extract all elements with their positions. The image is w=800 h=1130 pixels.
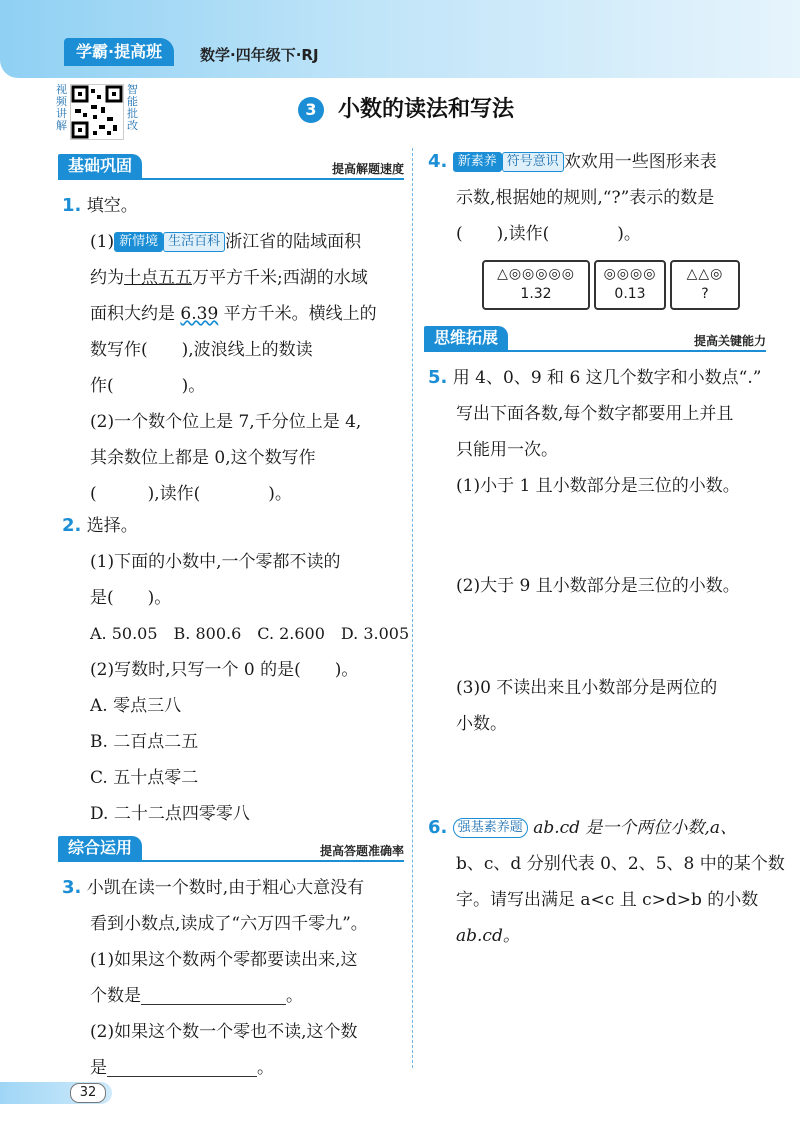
q5-part-3a: (3)0 不读出来且小数部分是两位的 <box>456 678 718 698</box>
q4-line-1: 4. 新素养 符号意识 欢欢用一些图形来表 <box>428 151 717 172</box>
answer-blank[interactable] <box>141 1004 286 1005</box>
q5-part-1: (1)小于 1 且小数部分是三位的小数。 <box>456 476 740 496</box>
question-number: 1. <box>62 195 82 216</box>
subject-label: 数学·四年级下·RJ <box>200 46 319 64</box>
q2-heading <box>62 508 138 544</box>
column-divider <box>412 148 413 1068</box>
q6-line-3: 字。请写出满足 a<c 且 c>d>b 的小数 <box>456 890 759 910</box>
question-number: 6. <box>428 817 448 838</box>
q6-line-4: ab.cd。 <box>456 926 520 946</box>
q2-line-1: (1)下面的小数中,一个零都不读的 <box>90 552 341 572</box>
section-hint: 提高答题准确率 <box>319 844 404 858</box>
tag-strong-basis: 强基素养题 <box>453 818 528 838</box>
shape-icons: △◎◎◎◎◎ <box>497 266 575 282</box>
question-number: 4. <box>428 151 448 172</box>
q2-option-a: A. 零点三八 <box>90 696 182 716</box>
underlined-number: 十点五五 <box>124 268 192 288</box>
q3-line-6: 是 。 <box>90 1058 274 1078</box>
qr-right-label: 智能批改 <box>127 83 138 132</box>
question-text: 填空。 <box>86 196 138 216</box>
q4-line-2: 示数,根据她的规则,“?”表示的数是 <box>456 188 715 208</box>
q1-line-5: 作( )。 <box>90 376 206 396</box>
shape-box-3 <box>670 260 740 310</box>
q3-line-2: 看到小数点,读成了“六万四千零九”。 <box>90 914 368 934</box>
q5-line-2: 写出下面各数,每个数字都要用上并且 <box>456 404 734 424</box>
tag-symbol-sense: 符号意识 <box>502 152 564 172</box>
question-number: 3. <box>62 877 82 898</box>
shape-value: 0.13 <box>614 286 646 302</box>
shape-icons: ◎◎◎◎ <box>603 266 657 282</box>
q3-line-1: 3. 小凯在读一个数时,由于粗心大意没有 <box>62 877 365 898</box>
q2-line-2: 是( )。 <box>90 588 172 608</box>
q1-line-2: 约为十点五五万平方千米;西湖的水域 <box>90 268 368 288</box>
q3-line-3: (1)如果这个数两个零都要读出来,这 <box>90 950 358 970</box>
shape-value: 1.32 <box>520 286 552 302</box>
q2-options-1: A. 50.05 B. 800.6 C. 2.600 D. 3.005 <box>90 624 410 643</box>
q2-option-b: B. 二百点二五 <box>90 732 199 752</box>
q5-line-3: 只能用一次。 <box>456 440 558 460</box>
section-hint: 提高解题速度 <box>331 162 404 176</box>
q1-line-6: (2)一个数个位上是 7,千分位上是 4, <box>90 412 362 432</box>
section-thinking <box>424 326 766 352</box>
wavy-number: 6.39 <box>180 304 219 324</box>
q2-option-c: C. 五十点零二 <box>90 768 199 788</box>
q3-line-5: (2)如果这个数一个零也不读,这个数 <box>90 1022 358 1042</box>
q1-heading <box>62 188 138 224</box>
lesson-title: 小数的读法和写法 <box>338 97 515 122</box>
section-tag: 基础巩固 <box>58 154 142 178</box>
section-comprehensive <box>58 836 404 862</box>
qr-pattern-icon <box>71 85 123 139</box>
tag-new-context: 新情境 <box>114 232 163 252</box>
tag-new-literacy: 新素养 <box>453 152 502 172</box>
lesson-number-badge: 3 <box>298 97 324 123</box>
shape-box-2 <box>594 260 666 310</box>
shape-icons: △△◎ <box>686 266 724 282</box>
q2-option-d: D. 二十二点四零零八 <box>90 804 250 824</box>
q6-line-1: 6. 强基素养题 ab.cd 是一个两位小数,a、 <box>428 817 737 838</box>
shape-value: ? <box>701 286 709 302</box>
q3-line-4: 个数是 。 <box>90 986 303 1006</box>
q2-line-3: (2)写数时,只写一个 0 的是( )。 <box>90 660 359 680</box>
qr-left-label: 视频讲解 <box>56 83 67 132</box>
brand-label: 学霸·提高班 <box>64 38 174 66</box>
qr-code[interactable] <box>70 84 124 140</box>
q1-line-7: 其余数位上都是 0,这个数写作 <box>90 448 316 468</box>
q1-line-4: 数写作( ),波浪线上的数读 <box>90 340 313 360</box>
q4-line-3: ( ),读作( )。 <box>456 224 641 244</box>
section-hint: 提高关键能力 <box>693 334 766 348</box>
page-footer <box>0 1082 112 1104</box>
question-text: 选择。 <box>86 516 138 536</box>
shape-box-1 <box>482 260 590 310</box>
q5-part-2: (2)大于 9 且小数部分是三位的小数。 <box>456 576 740 596</box>
section-basic <box>58 154 404 180</box>
lesson-title-row <box>298 92 514 123</box>
q5-line-1: 5. 用 4、0、9 和 6 这几个数字和小数点“.” <box>428 367 762 388</box>
tag-life: 生活百科 <box>163 232 225 252</box>
answer-blank[interactable] <box>107 1076 257 1077</box>
q1-line-8: ( ),读作( )。 <box>90 484 292 504</box>
q1-line-3: 面积大约是 6.39 平方千米。横线上的 <box>90 304 377 324</box>
q5-part-3b: 小数。 <box>456 714 507 734</box>
section-tag: 综合运用 <box>58 836 142 860</box>
section-tag: 思维拓展 <box>424 326 508 350</box>
page-number: 32 <box>70 1083 106 1103</box>
q1-line-1: (1) 新情境 生活百科 浙江省的陆域面积 <box>90 232 362 252</box>
question-number: 2. <box>62 515 82 536</box>
question-number: 5. <box>428 367 448 388</box>
q6-line-2: b、c、d 分别代表 0、2、5、8 中的某个数 <box>456 854 785 874</box>
